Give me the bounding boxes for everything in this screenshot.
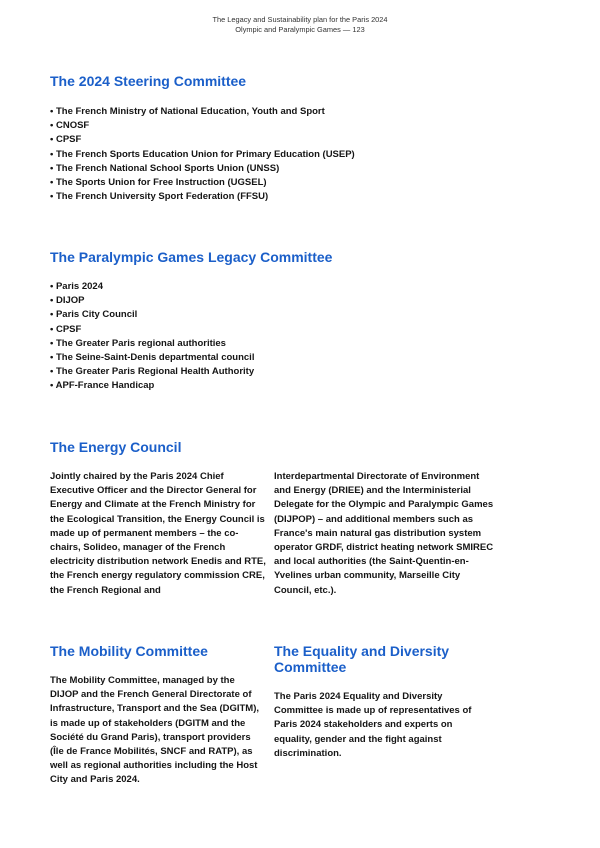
list-item: • Paris City Council bbox=[50, 308, 254, 322]
list-item: • DIJOP bbox=[50, 294, 254, 308]
list-item: • CPSF bbox=[50, 133, 355, 147]
equality-committee-title: The Equality and Diversity Committee bbox=[274, 643, 450, 675]
list-item: • APF-France Handicap bbox=[50, 379, 254, 393]
list-item: • Paris 2024 bbox=[50, 280, 254, 294]
energy-council-title: The Energy Council bbox=[50, 439, 182, 455]
list-item: • The French National School Sports Union (UNSS) bbox=[50, 162, 355, 176]
list-item: • CNOSF bbox=[50, 119, 355, 133]
paralympic-committee-list bbox=[50, 280, 254, 394]
header-line-1: The Legacy and Sustainability plan for the Paris 2024 bbox=[212, 15, 388, 24]
steering-committee-title: The 2024 Steering Committee bbox=[50, 73, 247, 89]
list-item: • The French Sports Education Union for Primary Education (USEP) bbox=[50, 148, 355, 162]
energy-council-text-col2: Interdepartmental Directorate of Environment and Energy (DRIEE) and the Interministerial Delegate for the Olympic and Paralympic Games (DIJPOP) – and additional members such as France's main natural gas distribution system operator GRDF, district heating network SMIREC and local authorities (the Saint-Quentin-en-Yvelines urban community, Marseille City Council, etc.). bbox=[274, 471, 494, 596]
paralympic-committee-title: The Paralympic Games Legacy Committee bbox=[50, 249, 333, 265]
list-item: • CPSF bbox=[50, 323, 254, 337]
list-item: • The French Ministry of National Education, Youth and Sport bbox=[50, 105, 355, 119]
list-item: • The Greater Paris regional authorities bbox=[50, 337, 254, 351]
equality-committee-text: The Paris 2024 Equality and Diversity Committee is made up of representatives of Paris 2024 stakeholders and experts on equality, gender and the fight against discrimination. bbox=[274, 691, 472, 759]
list-item: • The French University Sport Federation (FFSU) bbox=[50, 190, 355, 204]
steering-committee-list bbox=[50, 105, 355, 204]
list-item: • The Greater Paris Regional Health Authority bbox=[50, 365, 254, 379]
list-item: • The Sports Union for Free Instruction (UGSEL) bbox=[50, 176, 355, 190]
energy-council-text-col1: Jointly chaired by the Paris 2024 Chief Executive Officer and the Director General for Energy and Climate at the French Ministry for the Ecological Transition, the Energy Council is made up of permanent members – the co-chairs, Solideo, manager of the French electricity distribution network Enedis and RTE, the French energy regulatory commission CRE, the French Regional and bbox=[50, 471, 266, 596]
page-header bbox=[0, 15, 600, 35]
list-item: • The Seine-Saint-Denis departmental council bbox=[50, 351, 254, 365]
mobility-committee-text: The Mobility Committee, managed by the DIJOP and the French General Directorate of Infrastructure, Transport and the Sea (DGITM), is made up of stakeholders (DGITM and the Société du Grand Paris), transport providers (Île de France Mobilités, SNCF and RATP), as well as regional authorities including the Host City and Paris 2024. bbox=[50, 675, 260, 786]
mobility-committee-title: The Mobility Committee bbox=[50, 643, 208, 659]
header-line-2: Olympic and Paralympic Games — 123 bbox=[235, 25, 365, 34]
